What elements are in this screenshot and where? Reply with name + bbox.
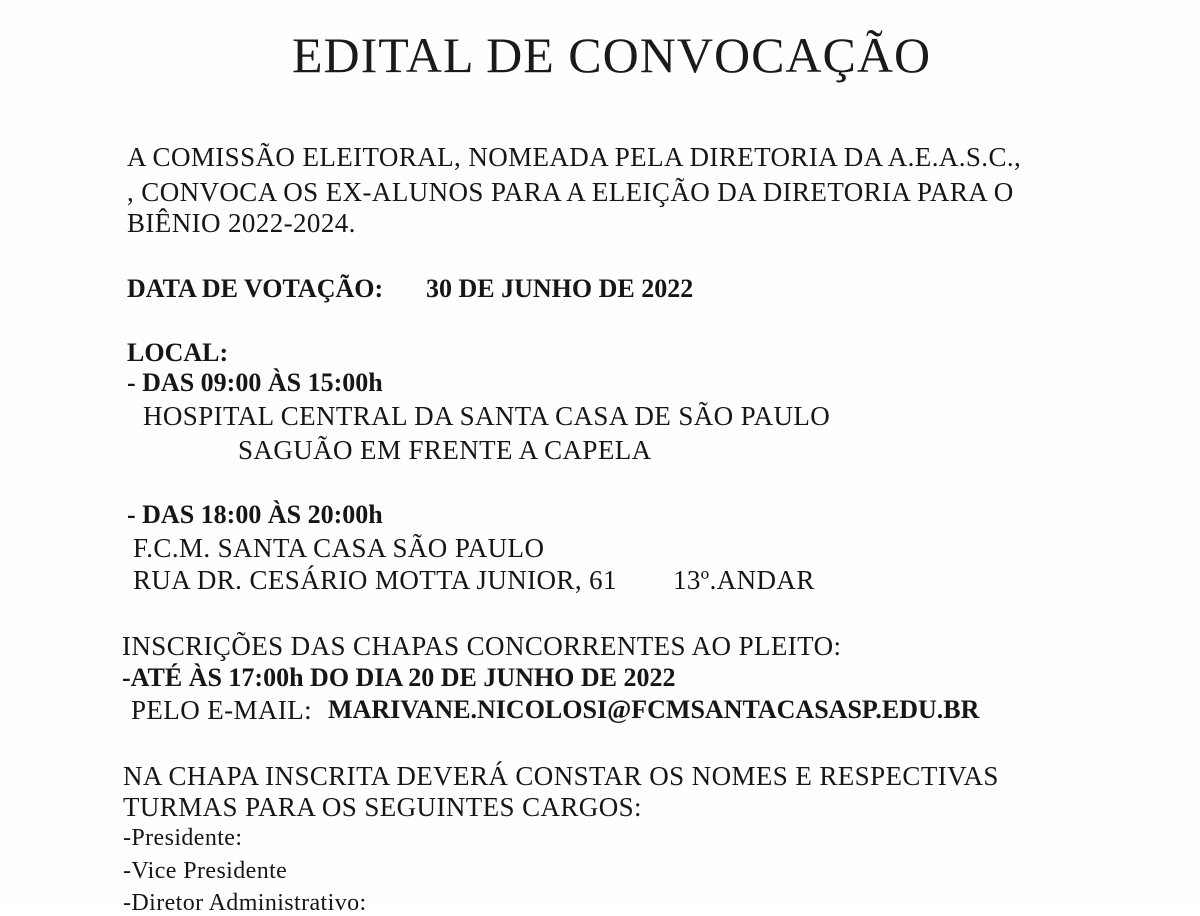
slot1-detail: SAGUÃO EM FRENTE A CAPELA [238, 435, 652, 465]
slot2-place: F.C.M. SANTA CASA SÃO PAULO [133, 533, 545, 563]
slot2-floor: 13º.ANDAR [673, 565, 815, 595]
slot1-place: HOSPITAL CENTRAL DA SANTA CASA DE SÃO PAULO [143, 401, 831, 431]
voting-date-value: 30 DE JUNHO DE 2022 [426, 274, 694, 303]
email-label: PELO E-MAIL: [131, 695, 313, 725]
registration-heading: INSCRIÇÕES DAS CHAPAS CONCORRENTES AO PLEITO: [122, 631, 842, 661]
document-title: EDITAL DE CONVOCAÇÃO [292, 27, 932, 83]
positions-heading-line-1: NA CHAPA INSCRITA DEVERÁ CONSTAR OS NOMES E RESPECTIVAS [123, 761, 999, 791]
registration-deadline: -ATÉ ÀS 17:00h DO DIA 20 DE JUNHO DE 2022 [122, 663, 676, 692]
slot1-time: - DAS 09:00 ÀS 15:00h [127, 368, 383, 397]
position-item: -Presidente: [123, 825, 243, 851]
location-label: LOCAL: [127, 338, 229, 367]
intro-line-1: A COMISSÃO ELEITORAL, NOMEADA PELA DIRETORIA DA A.E.A.S.C., [127, 142, 1022, 172]
position-item: -Diretor Administrativo: [123, 890, 367, 916]
intro-line-3: BIÊNIO 2022-2024. [127, 208, 356, 238]
voting-date-label: DATA DE VOTAÇÃO: [127, 274, 384, 303]
slot2-street: RUA DR. CESÁRIO MOTTA JUNIOR, 61 [133, 565, 617, 595]
slot2-time: - DAS 18:00 ÀS 20:00h [127, 500, 383, 529]
positions-heading-line-2: TURMAS PARA OS SEGUINTES CARGOS: [123, 792, 642, 822]
position-item: -Vice Presidente [123, 858, 288, 884]
intro-line-2: , CONVOCA OS EX-ALUNOS PARA A ELEIÇÃO DA DIRETORIA PARA O [127, 177, 1014, 207]
email-address: MARIVANE.NICOLOSI@FCMSANTACASASP.EDU.BR [328, 695, 980, 724]
